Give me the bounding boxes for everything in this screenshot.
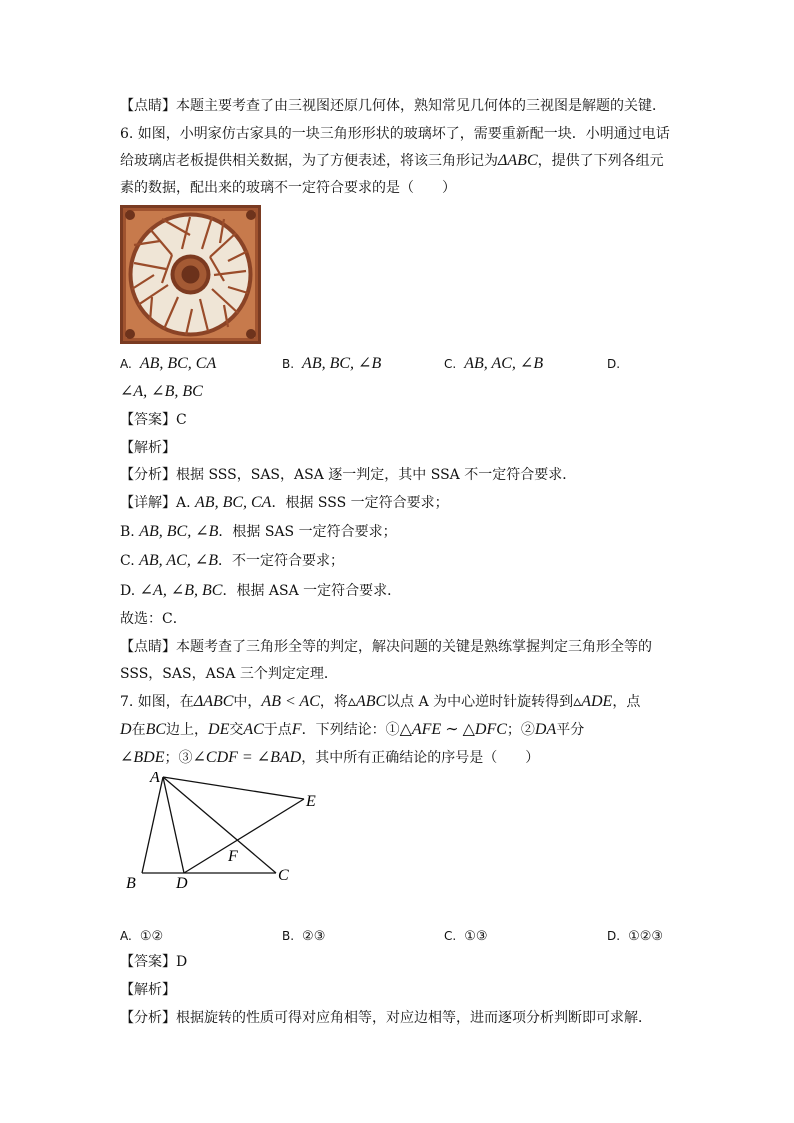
label-c: C <box>278 867 289 884</box>
q6-tip-line1: 【点睛】本题考查了三角形全等的判定，解决问题的关键是熟练掌握判定三角形全等的 <box>120 639 652 655</box>
q7-answer: 【答案】D <box>120 954 188 970</box>
q7-stem-line3: ∠BDE；③∠CDF = ∠BAD，其中所有正确结论的序号是（ ） <box>120 749 540 766</box>
q6-tip-line2: SSS，SAS，ASA 三个判定定理． <box>120 666 338 682</box>
q6-detail-d: D. ∠A, ∠B, BC．根据 ASA 一定符合要求． <box>120 582 402 599</box>
q6-detail-a: 【详解】A. AB, BC, CA．根据 SSS 一定符合要求； <box>120 494 449 511</box>
triangle-figure <box>118 772 338 897</box>
q6-analysis-head: 【解析】 <box>120 440 176 456</box>
label-a: A <box>150 772 160 786</box>
q6-option-b: B. AB, BC, ∠B <box>282 355 382 372</box>
q6-stem-line3: 素的数据，配出来的玻璃不一定符合要求的是（ ） <box>120 180 456 196</box>
q6-option-d-text: ∠A, ∠B, BC <box>120 383 203 400</box>
q6-answer: 【答案】C <box>120 412 187 428</box>
label-b: B <box>126 875 136 892</box>
q7-option-b: B. ②③ <box>282 929 326 944</box>
q7-stem-line2: D在BC边上，DE交AC于点F．下列结论：①△AFE ∼ △DFC；②DA平分 <box>120 721 585 738</box>
q7-stem-line1: 7. 如图，在ΔABC中，AB < AC，将▵ABC以点 A 为中心逆时针旋转得到▵ADE，点 <box>120 693 641 710</box>
q6-detail-b: B. AB, BC, ∠B．根据 SAS 一定符合要求； <box>120 523 397 540</box>
q5-tip: 【点睛】本题主要考查了由三视图还原几何体，熟知常见几何体的三视图是解题的关键． <box>120 98 666 114</box>
q6-stem-line1: 6. 如图，小明家仿古家具的一块三角形形状的玻璃坏了，需要重新配一块．小明通过电话 <box>120 126 670 142</box>
q7-fenxi: 【分析】根据旋转的性质可得对应角相等，对应边相等，进而逐项分析判断即可求解． <box>120 1010 652 1026</box>
carved-window-photo <box>120 205 261 344</box>
q7-option-d: D. ①②③ <box>607 929 664 944</box>
q6-option-c: C. AB, AC, ∠B <box>444 355 544 372</box>
segment-ab <box>142 777 163 873</box>
label-e: E <box>306 793 316 810</box>
q6-detail-c: C. AB, AC, ∠B．不一定符合要求； <box>120 552 345 569</box>
q7-analysis-head: 【解析】 <box>120 982 176 998</box>
q6-option-a: A. AB, BC, CA <box>120 355 217 372</box>
label-d: D <box>176 875 188 892</box>
q6-stem-line2: 给玻璃店老板提供相关数据，为了方便表述，将该三角形记为ΔABC，提供了下列各组元 <box>120 152 664 169</box>
q6-fenxi: 【分析】根据 SSS，SAS，ASA 逐一判定，其中 SSA 不一定符合要求． <box>120 467 577 483</box>
label-f: F <box>228 848 238 865</box>
q6-conclusion: 故选：C． <box>120 611 187 627</box>
q7-option-c: C. ①③ <box>444 929 488 944</box>
q7-option-a: A. ①② <box>120 929 164 944</box>
q6-option-d: D. <box>607 357 621 371</box>
